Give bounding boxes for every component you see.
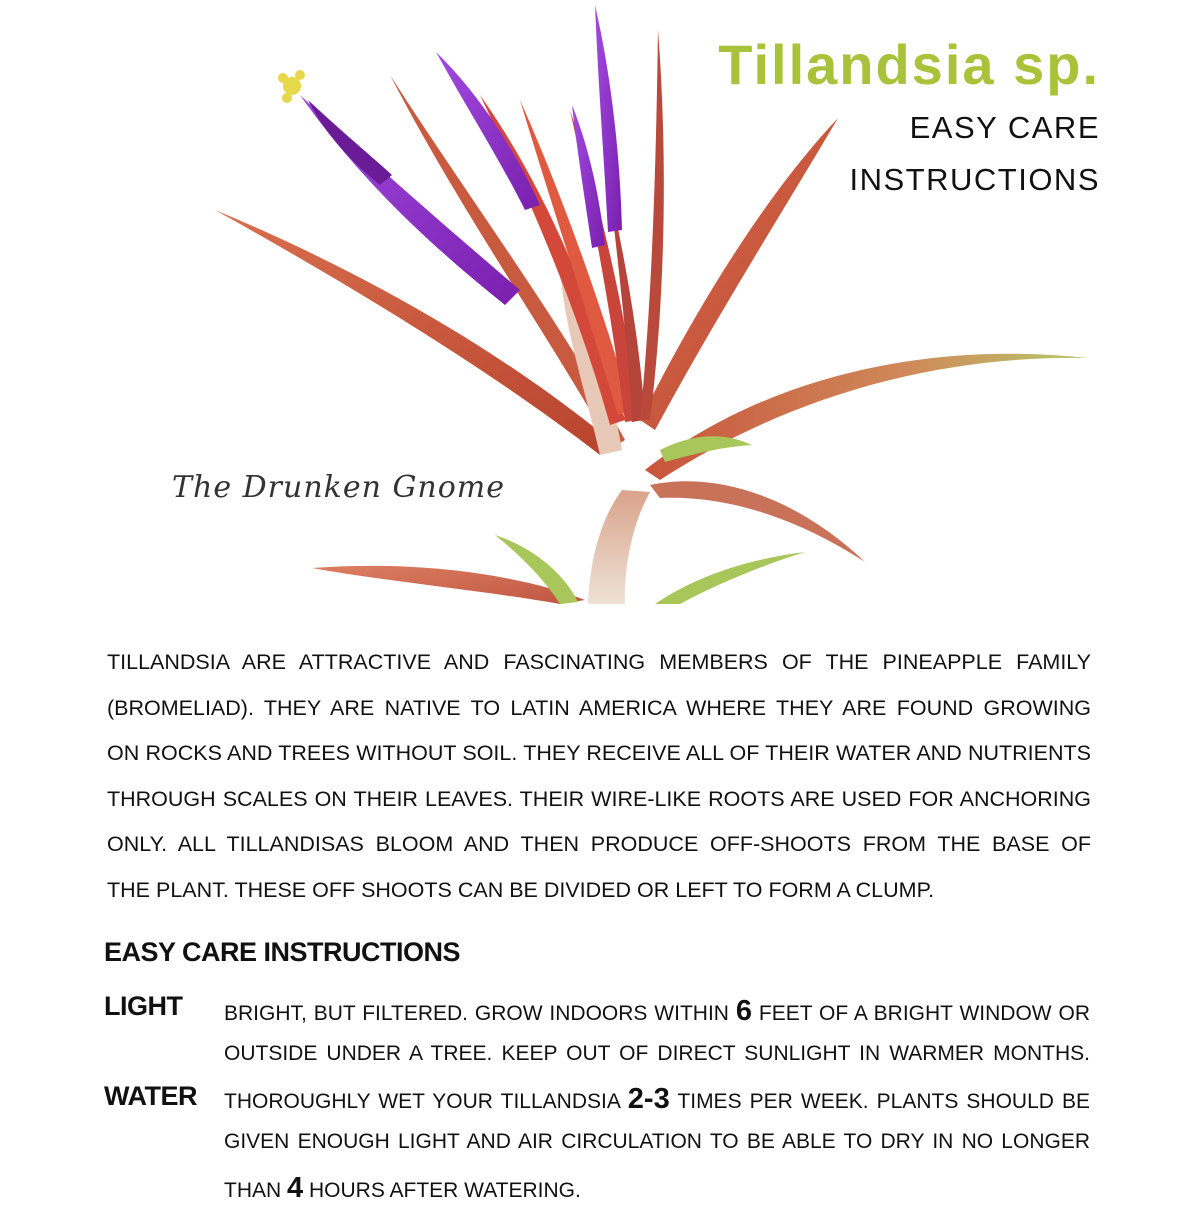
intro-line: THE PLANT. THESE OFF SHOOTS CAN BE DIVIDED OR LEFT TO FORM A CLUMP. [107,877,935,902]
intro-line: (BROMELIAD). THEY ARE NATIVE TO LATIN AMERICA WHERE THEY ARE FOUND GROWING [107,695,1091,720]
subtitle-line-2: INSTRUCTIONS [849,162,1100,197]
water-text: THOROUGHLY WET YOUR TILLANDSIA [224,1090,620,1113]
page-title: Tillandsia sp. [718,33,1100,96]
water-text: THAN [224,1179,282,1202]
intro-line: ON ROCKS AND TREES WITHOUT SOIL. THEY RECEIVE ALL OF THEIR WATER AND NUTRIENTS [107,741,1091,765]
light-line-2: OUTSIDE UNDER A TREE. KEEP OUT OF DIRECT SUNLIGHT IN WARMER MONTHS. [224,1042,1090,1065]
intro-line: ONLY. ALL TILLANDISAS BLOOM AND THEN PRODUCE OFF-SHOOTS FROM THE BASE OF [107,832,1091,856]
intro-line: TILLANDSIA ARE ATTRACTIVE AND FASCINATING MEMBERS OF THE PINEAPPLE FAMILY [107,650,1091,674]
signature: The Drunken Gnome [172,470,505,505]
light-text: FEET OF A BRIGHT WINDOW OR [758,1002,1090,1025]
light-number: 6 [735,995,752,1027]
intro-line: THROUGH SCALES ON THEIR LEAVES. THEIR WIRE-LIKE ROOTS ARE USED FOR ANCHORING [107,786,1091,811]
light-line-1 [224,995,1090,1028]
water-line-2: GIVEN ENOUGH LIGHT AND AIR CIRCULATION TO BE ABLE TO DRY IN NO LONGER [224,1130,1090,1153]
water-text: HOURS AFTER WATERING. [309,1179,581,1202]
water-line-1 [224,1083,1090,1116]
intro-paragraph [107,640,1091,913]
light-text: BRIGHT, BUT FILTERED. GROW INDOORS WITHIN [224,1002,729,1025]
water-number: 4 [287,1172,304,1204]
water-line-3 [224,1172,581,1205]
care-heading: EASY CARE INSTRUCTIONS [104,937,461,967]
light-label: LIGHT [104,991,183,1021]
subtitle-line-1: EASY CARE [909,110,1100,145]
water-label: WATER [104,1081,197,1111]
water-text: TIMES PER WEEK. PLANTS SHOULD BE [677,1090,1091,1113]
water-number: 2-3 [627,1083,670,1115]
